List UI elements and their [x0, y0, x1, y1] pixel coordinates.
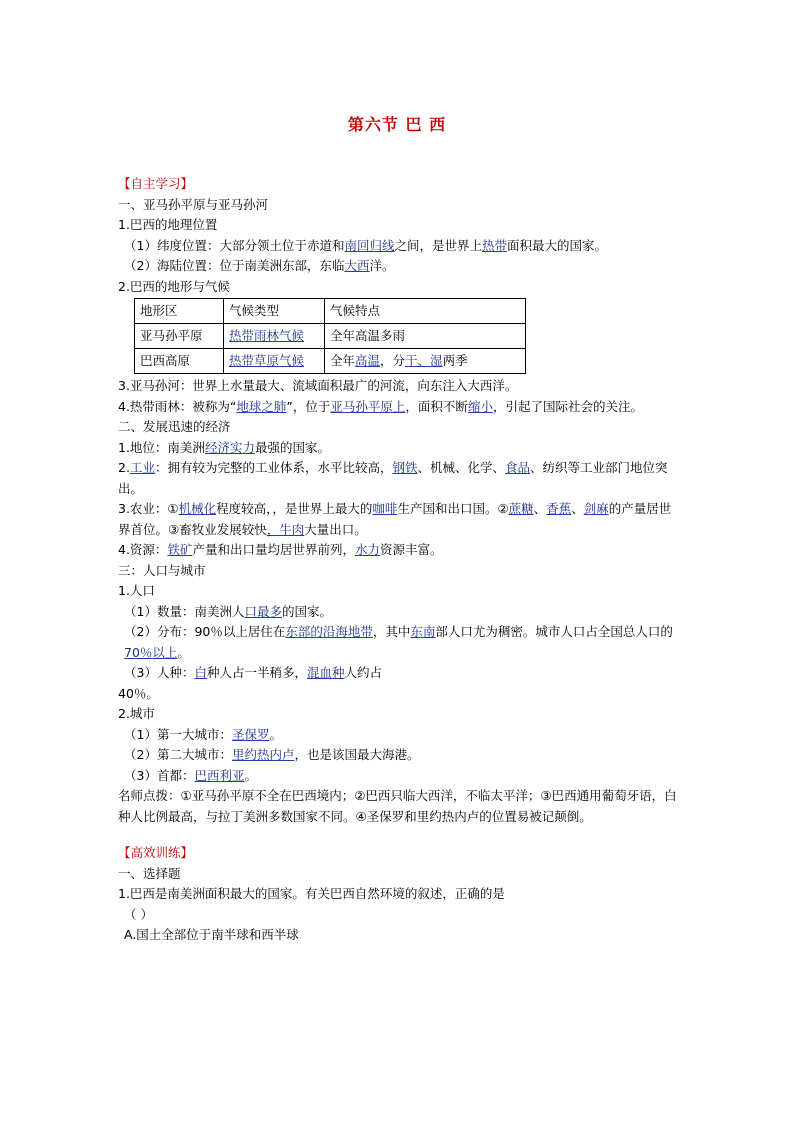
training-heading: 【高效训练】: [118, 845, 194, 860]
sea-land-line: （2）海陆位置：位于南美洲东部，东临大西洋。: [124, 258, 395, 273]
race-line-continued: 40％。: [118, 685, 159, 701]
population-title: 1.人口: [118, 583, 155, 598]
answer-blank: 热带: [482, 237, 508, 253]
answer-blank: 口最多: [244, 603, 282, 619]
answer-blank: 水力: [354, 542, 380, 557]
answer-blank: 钢铁: [392, 460, 418, 475]
page-title: 第六节 巴 西: [347, 115, 447, 134]
answer-blank: 铁矿: [167, 542, 193, 557]
teacher-tip: 名师点拨：①亚马孙平原不全在巴西境内；②巴西只临大西洋，不临太平洋；③巴西通用葡萄牙语，白种人比例最高，与拉丁美洲多数国家不同。④圣保罗和里约热内卢的位置易被记颠倒。: [118, 788, 677, 824]
answer-blank: 东南: [410, 624, 436, 639]
answer-blank: ，牛肉: [266, 521, 305, 537]
table-cell: 巴西高原: [135, 349, 224, 374]
answer-blank: 混血种: [306, 665, 345, 680]
answer-blank: 以上: [152, 644, 178, 660]
table-header-cell: 地形区: [135, 299, 224, 324]
section-1-title: 一、亚马孙平原与亚马孙河: [118, 196, 269, 212]
population-distribution-line: （2）分布：90％以上居住在东部的沿海地带，其中东南部人口尤为稠密。城市人口占全国总人口的70％以上。: [124, 624, 673, 660]
answer-blank: 70％: [124, 644, 153, 660]
answer-blank: 地球之肺: [236, 398, 287, 414]
industry-line: 2.工业：拥有较为完整的工业体系，水平比较高，钢铁、机械、化学、食品、纺织等工业部门地位突出。: [118, 460, 668, 496]
city-title: 2.城市: [118, 706, 155, 721]
answer-blank: 缩小: [467, 398, 493, 414]
table-row: [135, 349, 526, 374]
answer-blank: 白: [194, 665, 207, 680]
self-study-heading: 【自主学习】: [118, 176, 194, 191]
table-cell: 热带草原气候: [224, 349, 325, 374]
answer-bracket: （ ）: [124, 906, 153, 922]
largest-city-line: （1）第一大城市：圣保罗。: [124, 726, 282, 742]
answer-blank: 剑麻: [583, 501, 609, 516]
economy-status-line: 1.地位：南美洲经济实力最强的国家。: [118, 439, 330, 455]
answer-blank: 南回归线: [344, 237, 395, 253]
capital-line: （3）首都：巴西利亚。: [124, 767, 257, 783]
resources-line: 4.资源：铁矿产量和出口量均居世界前列，水力资源丰富。: [118, 542, 443, 557]
answer-blank: 巴西利亚: [194, 767, 245, 783]
section-2-title: 二、发展迅速的经济: [118, 419, 231, 434]
answer-blank: 东部的沿海地带: [285, 624, 373, 639]
answer-blank: 大西: [344, 258, 370, 273]
section-gap: [118, 827, 678, 843]
latitude-line: （1）纬度位置：大部分领土位于赤道和南回归线之间，是世界上热带面积最大的国家。: [124, 237, 608, 253]
answer-blank: 亚马孙平原上: [330, 398, 406, 414]
population-count-line: （1）数量：南美洲人口最多的国家。: [124, 603, 332, 619]
answer-blank: 圣保罗: [231, 726, 270, 742]
agriculture-line: 3.农业：①机械化程度较高，，是世界上最大的咖啡生产国和出口国。②蔗糖、香蕉、剑麻的产量居世界首位。③畜牧业发展较快，牛肉大量出口。: [118, 501, 672, 537]
answer-blank: 经济实力: [204, 439, 255, 455]
race-line: （3）人种：白种人占一半稍多，混血种人约占: [124, 665, 383, 680]
answer-blank: 蔗糖: [508, 501, 534, 516]
option-a: A.国土全部位于南半球和西半球: [124, 927, 299, 942]
document-body: [118, 174, 678, 946]
terrain-climate-table: [134, 298, 526, 374]
answer-blank: 食品: [505, 460, 531, 475]
answer-blank: 香蕉: [546, 501, 572, 516]
table-header-row: [135, 299, 526, 324]
table-cell: 全年高温多雨: [325, 324, 526, 349]
table-header-cell: 气候特点: [325, 299, 526, 324]
section-3-title: 三：人口与城市: [118, 562, 206, 578]
choice-section-title: 一、选择题: [118, 865, 181, 881]
answer-blank: 咖啡: [372, 501, 398, 516]
table-cell: 热带雨林气候: [224, 324, 325, 349]
rainforest-line: 4.热带雨林：被称为“地球之肺”，位于亚马孙平原上，面积不断缩小，引起了国际社会的关注。: [118, 398, 643, 414]
table-header-cell: 气候类型: [224, 299, 325, 324]
terrain-climate-title: 2.巴西的地形与气候: [118, 278, 230, 294]
amazon-river-line: 3.亚马孙河：世界上水量最大、流域面积最广的河流，向东注入大西洋。: [118, 378, 518, 393]
answer-blank: 机械化: [178, 501, 217, 516]
table-cell: 全年高温，分干、湿两季: [325, 349, 526, 374]
question-1: 1.巴西是南美洲面积最大的国家。有关巴西自然环境的叙述，正确的是: [118, 886, 505, 901]
location-title: 1.巴西的地理位置: [118, 217, 218, 232]
table-row: [135, 324, 526, 349]
second-city-line: （2）第二大城市：里约热内卢，也是该国最大海港。: [124, 747, 420, 762]
answer-blank: 里约热内卢: [231, 747, 295, 762]
table-cell: 亚马孙平原: [135, 324, 224, 349]
answer-blank: 工业: [129, 460, 155, 475]
